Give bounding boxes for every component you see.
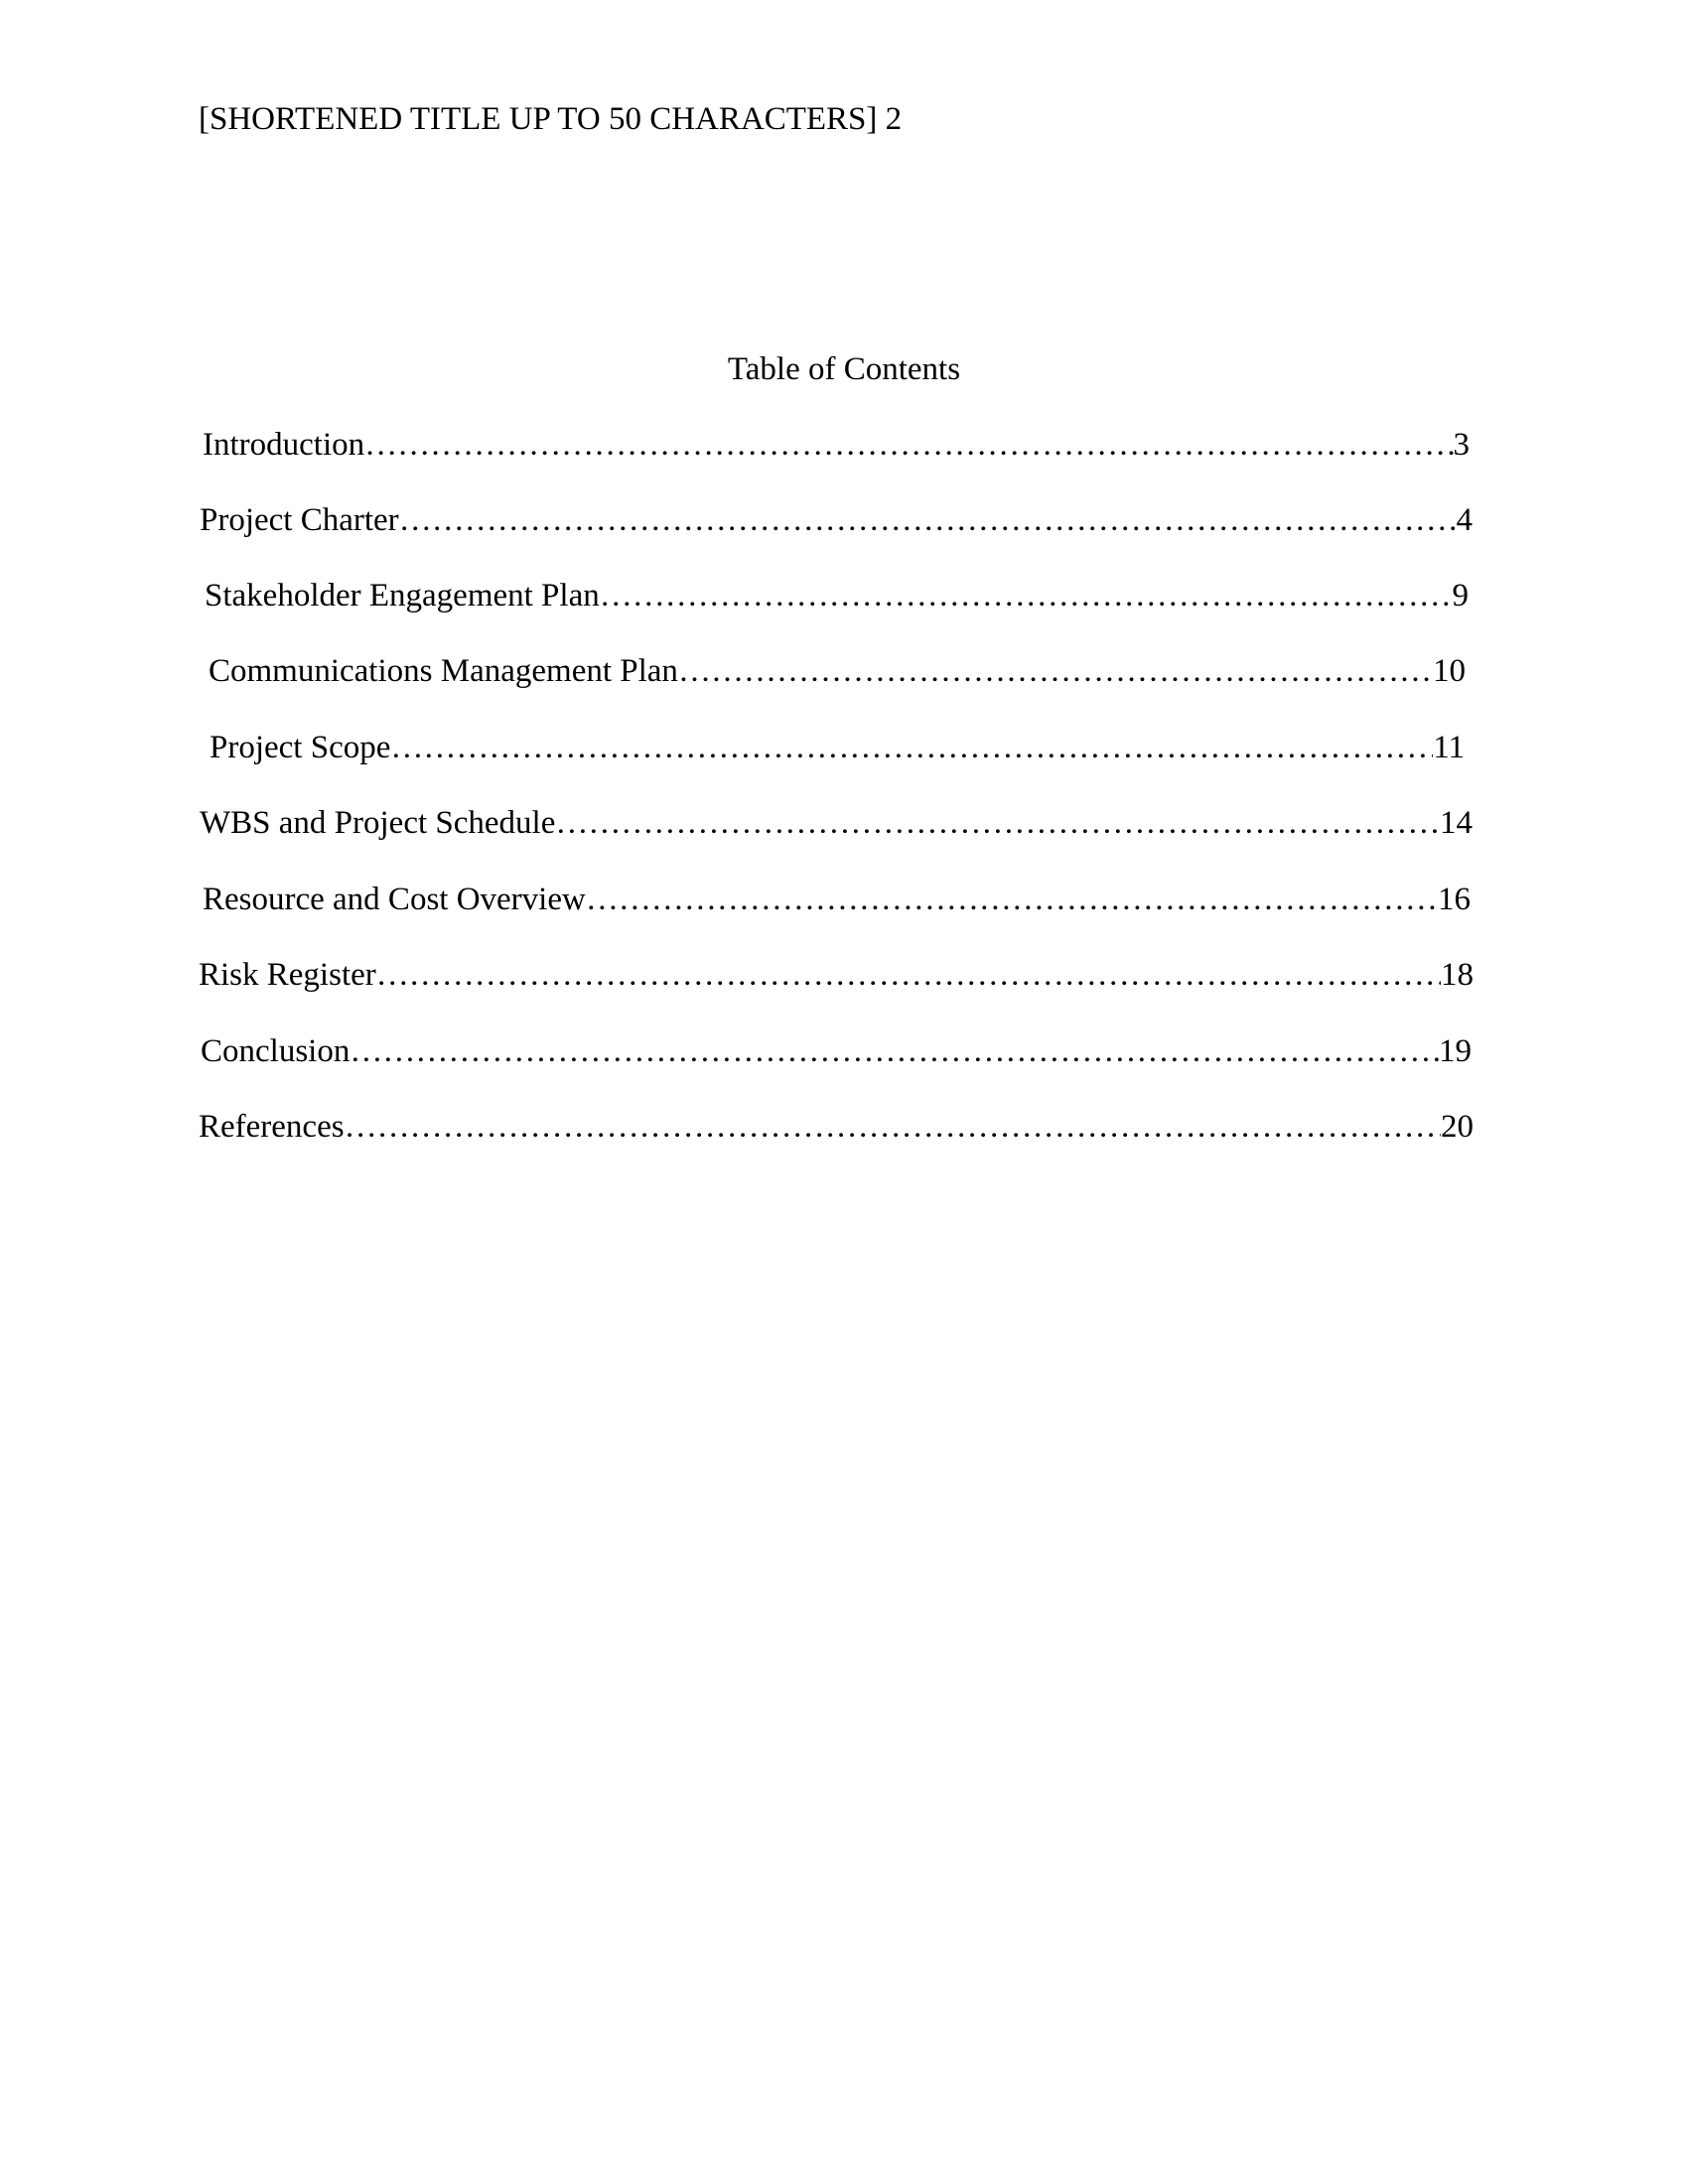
toc-entry-label: WBS and Project Schedule	[200, 805, 556, 841]
toc-entry-references	[199, 1107, 1474, 1147]
toc-entry-page-number: 3	[1453, 427, 1470, 463]
running-head: [SHORTENED TITLE UP TO 50 CHARACTERS] 2	[199, 101, 903, 137]
toc-leader-dots	[364, 425, 1453, 465]
toc-entry-label: Stakeholder Engagement Plan	[205, 578, 600, 614]
toc-entry-label: Project Scope	[210, 730, 391, 765]
toc-entry-label: Risk Register	[199, 957, 376, 993]
toc-leader-dots	[376, 955, 1441, 995]
toc-entry-wbs-and-project-schedule	[200, 803, 1473, 843]
toc-entry-resource-and-cost-overview	[203, 880, 1471, 919]
toc-entry-risk-register	[199, 955, 1474, 995]
toc-leader-dots	[600, 576, 1453, 615]
toc-leader-dots	[390, 728, 1433, 767]
toc-entry-label: Communications Management Plan	[209, 653, 678, 689]
toc-entry-page-number: 19	[1439, 1033, 1472, 1069]
toc-leader-dots	[399, 500, 1457, 540]
toc-entry-page-number: 9	[1452, 578, 1469, 614]
toc-entry-label: Project Charter	[200, 502, 399, 538]
toc-leader-dots	[350, 1031, 1439, 1071]
toc-entry-project-charter	[200, 500, 1473, 540]
toc-title: Table of Contents	[727, 351, 961, 387]
toc-leader-dots	[555, 803, 1440, 843]
toc-leader-dots	[586, 880, 1438, 919]
toc-entry-page-number: 10	[1433, 653, 1466, 689]
toc-entry-page-number: 4	[1456, 502, 1473, 538]
toc-entry-label: Introduction	[203, 427, 365, 463]
toc-leader-dots	[345, 1107, 1441, 1147]
toc-entry-page-number: 11	[1433, 730, 1465, 765]
toc-leader-dots	[678, 651, 1433, 691]
toc-entry-stakeholder-engagement-plan	[205, 576, 1469, 615]
toc-entry-conclusion	[201, 1031, 1472, 1071]
toc-entry-introduction	[203, 425, 1470, 465]
toc-entry-page-number: 18	[1441, 957, 1474, 993]
toc-entry-page-number: 20	[1441, 1109, 1474, 1145]
toc-entry-communications-management-plan	[209, 651, 1466, 691]
toc-entry-page-number: 16	[1438, 882, 1471, 917]
toc-entry-label: Resource and Cost Overview	[203, 882, 586, 917]
toc-entry-label: Conclusion	[201, 1033, 351, 1069]
toc-entry-project-scope	[210, 728, 1465, 767]
toc-entry-label: References	[199, 1109, 345, 1145]
toc-entry-page-number: 14	[1440, 805, 1473, 841]
